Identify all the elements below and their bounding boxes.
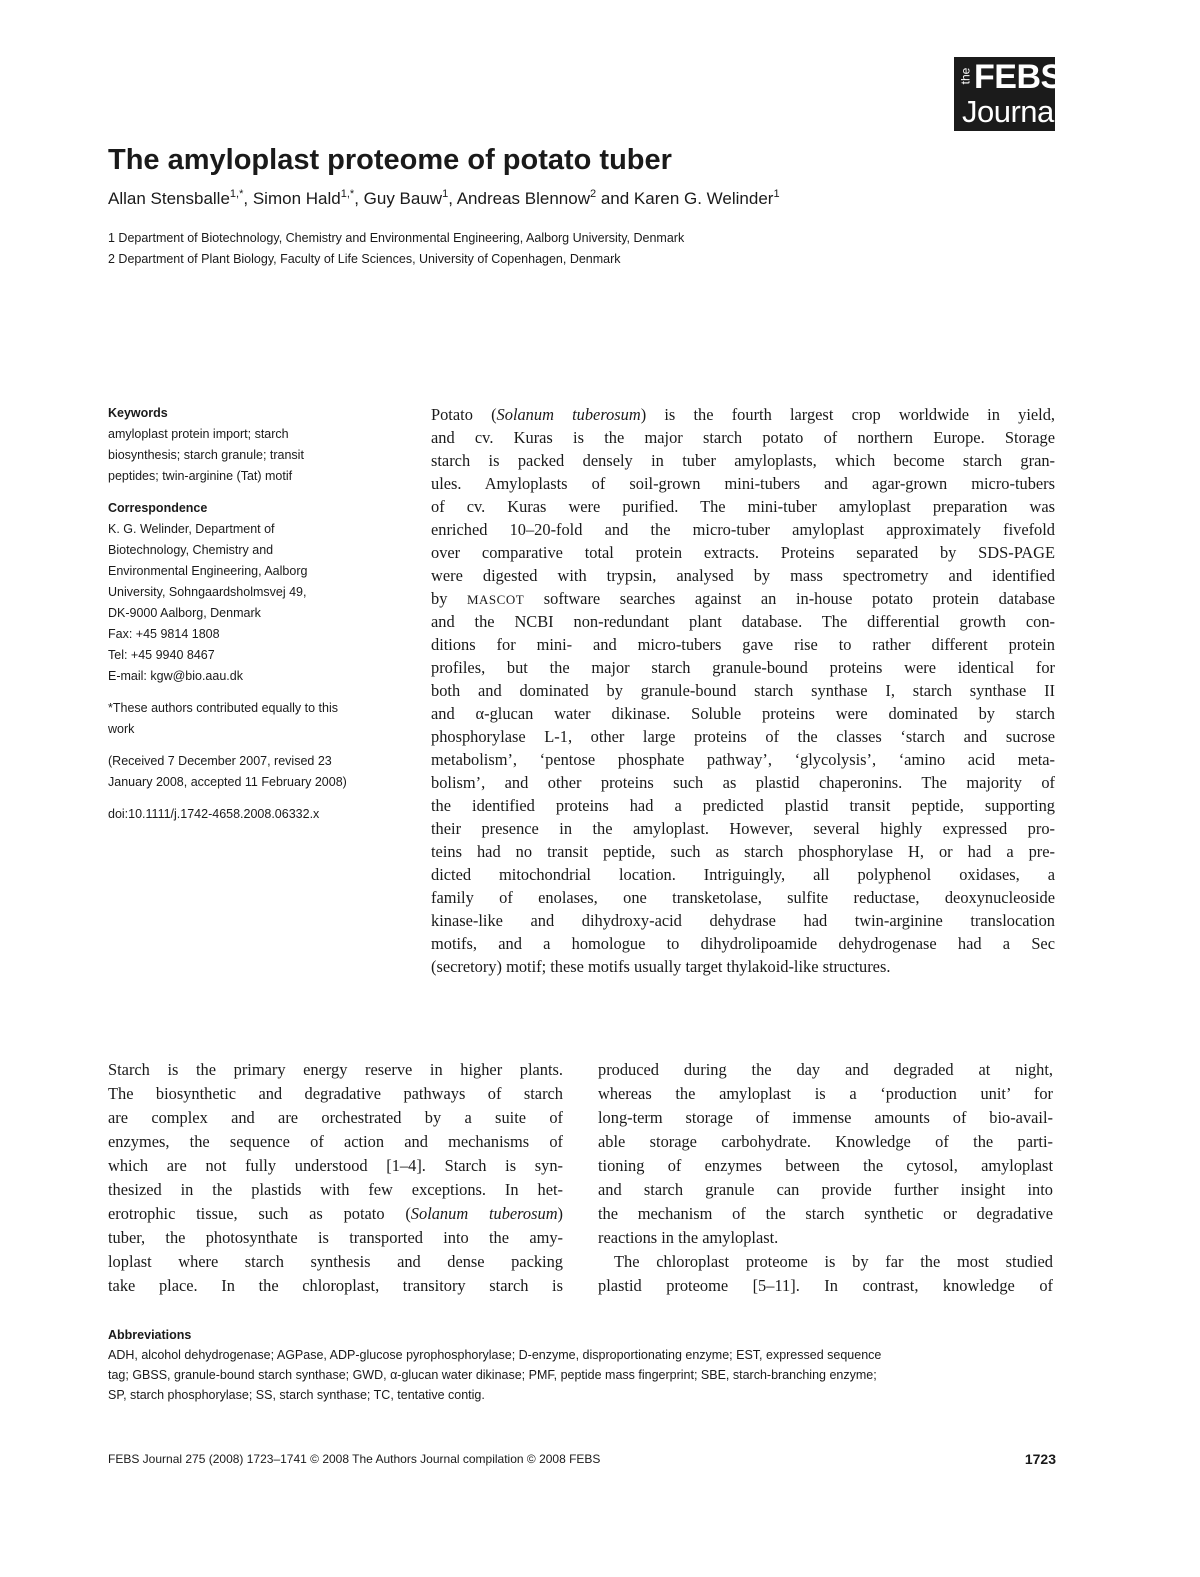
doi-link[interactable]: doi:10.1111/j.1742-4658.2008.06332.x	[108, 807, 320, 821]
body-text-line: Starch is the primary energy reserve in higher plants.	[108, 1060, 563, 1079]
author-affiliation-mark: 2	[589, 188, 597, 200]
abstract-line: starch is packed densely in tuber amyloplasts, which become starch gran-	[431, 451, 1055, 470]
body-text-line: whereas the amyloplast is a ‘production unit’ for	[598, 1084, 1053, 1103]
correspondence-line: K. G. Welinder, Department of	[108, 522, 275, 536]
body-text-line: loplast where starch synthesis and dense packing	[108, 1252, 563, 1271]
abbreviations-line: SP, starch phosphorylase; SS, starch synthase; TC, tentative contig.	[108, 1388, 485, 1402]
body-column-right	[598, 1058, 1053, 1298]
doi-block	[108, 804, 408, 825]
author-name: Simon Hald	[252, 189, 341, 208]
abstract-line: by MASCOT software searches against an in-house potato protein database	[431, 589, 1055, 608]
body-text-line: able storage carbohydrate. Knowledge of the parti-	[598, 1132, 1053, 1151]
abstract-line: over comparative total protein extracts. Proteins separated by SDS-PAGE	[431, 543, 1055, 562]
body-text-line: and starch granule can provide further insight into	[598, 1180, 1053, 1199]
abbreviations-heading: Abbreviations	[108, 1328, 192, 1342]
abstract	[431, 403, 1055, 978]
abstract-line: both and dominated by granule-bound starch synthase I, starch synthase II	[431, 681, 1055, 700]
body-text-line: reactions in the amyloplast.	[598, 1228, 779, 1247]
abstract-line: ditions for mini- and micro-tubers gave rise to rather different protein	[431, 635, 1055, 654]
article-title: The amyloplast proteome of potato tuber	[108, 144, 672, 176]
author-affiliation-mark: 1,*	[229, 188, 244, 200]
body-text-line: are complex and are orchestrated by a suite of	[108, 1108, 563, 1127]
abbreviations-block	[108, 1325, 1056, 1405]
abstract-line: the identified proteins had a predicted plastid transit peptide, supporting	[431, 796, 1055, 815]
author-affiliation-mark: 1	[773, 188, 780, 200]
keywords-block	[108, 403, 408, 487]
abstract-line: of cv. Kuras were purified. The mini-tuber amyloplast preparation was	[431, 497, 1055, 516]
author-affiliation-mark: 1	[442, 188, 449, 200]
journal-citation: FEBS Journal 275 (2008) 1723–1741 © 2008 The Authors Journal compilation © 2008 FEBS	[108, 1452, 601, 1466]
author-list: Allan Stensballe$^{1,*}$, Simon Hald$^{1,*}$, Guy Bauw$^1$, Andreas Blennow$^2$ and Karen G. Welinder$^1$	[108, 188, 780, 208]
abstract-line: their presence in the amyloplast. However, several highly expressed pro-	[431, 819, 1055, 838]
article-sidebar	[108, 403, 408, 836]
abstract-line: family of enolases, one transketolase, sulfite reductase, deoxynucleoside	[431, 888, 1055, 907]
correspondence-line: University, Sohngaardsholmsvej 49,	[108, 585, 307, 599]
logo-journal: Journal	[962, 94, 1061, 129]
keywords-heading: Keywords	[108, 406, 168, 420]
correspondence-line: Biotechnology, Chemistry and	[108, 543, 274, 557]
fax-line: Fax: +45 9814 1808	[108, 627, 220, 641]
body-text-line: long-term storage of immense amounts of bio-avail-	[598, 1108, 1053, 1127]
keywords-line: biosynthesis; starch granule; transit	[108, 448, 304, 462]
author-name: Guy Bauw	[363, 189, 443, 208]
page-number: 1723	[1024, 1451, 1056, 1467]
author-name: Andreas Blennow	[456, 189, 590, 208]
abstract-line: enriched 10–20-fold and the micro-tuber amyloplast approximately fivefold	[431, 520, 1055, 539]
correspondence-line: DK-9000 Aalborg, Denmark	[108, 606, 261, 620]
abstract-line: bolism’, and other proteins such as plastid chaperonins. The majority of	[431, 773, 1055, 792]
equal-contribution-note: *These authors contributed equally to this work	[108, 701, 338, 736]
abstract-line: ules. Amyloplasts of soil-grown mini-tubers and agar-grown micro-tubers	[431, 474, 1055, 493]
abstract-line: motifs, and a homologue to dihydrolipoamide dehydrogenase had a Sec	[431, 934, 1055, 953]
received-dates: (Received 7 December 2007, revised 23 January 2008, accepted 11 February 2008)	[108, 754, 347, 789]
abstract-line: metabolism’, ‘pentose phosphate pathway’, ‘glycolysis’, ‘amino acid meta-	[431, 750, 1055, 769]
abstract-line: profiles, but the major starch granule-bound proteins were identical for	[431, 658, 1055, 677]
keywords-line: amyloplast protein import; starch	[108, 427, 289, 441]
logo-febs: FEBS	[974, 58, 1063, 96]
abstract-line: dicted mitochondrial location. Intriguingly, all polyphenol oxidases, a	[431, 865, 1055, 884]
body-text-line: thesized in the plastids with few exceptions. In het-	[108, 1180, 563, 1199]
journal-logo	[954, 57, 1063, 131]
abstract-line: (secretory) motif; these motifs usually target thylakoid-like structures.	[431, 957, 891, 976]
keywords-line: peptides; twin-arginine (Tat) motif	[108, 469, 293, 483]
affiliation-1: 1 Department of Biotechnology, Chemistry and Environmental Engineering, Aalborg University, Denmark	[108, 231, 685, 245]
correspondence-heading: Correspondence	[108, 501, 208, 515]
body-column-left	[108, 1058, 563, 1298]
abstract-line: and the NCBI non-redundant plant database. The differential growth con-	[431, 612, 1055, 631]
correspondence-line: Environmental Engineering, Aalborg	[108, 564, 308, 578]
body-text-line: tioning of enzymes between the cytosol, amyloplast	[598, 1156, 1053, 1175]
email-line[interactable]: E-mail: kgw@bio.aau.dk	[108, 669, 243, 683]
body-text-line: The chloroplast proteome is by far the most studied	[614, 1252, 1053, 1271]
author-affiliation-mark: 1,*	[340, 188, 355, 200]
affiliations	[108, 228, 684, 270]
affiliation-2: 2 Department of Plant Biology, Faculty of Life Sciences, University of Copenhagen, Denmark	[108, 252, 621, 266]
abstract-line: phosphorylase L-1, other large proteins of the classes ‘starch and sucrose	[431, 727, 1055, 746]
abbreviations-line: tag; GBSS, granule-bound starch synthase; GWD, α-glucan water dikinase; PMF, peptide mass fingerprint; SBE, starch-branching enzyme;	[108, 1368, 877, 1382]
body-text-line: plastid proteome [5–11]. In contrast, knowledge of	[598, 1276, 1053, 1295]
abstract-line: teins had no transit peptide, such as starch phosphorylase H, or had a pre-	[431, 842, 1055, 861]
body-text-line: tuber, the photosynthate is transported into the amy-	[108, 1228, 563, 1247]
abbreviations-line: ADH, alcohol dehydrogenase; AGPase, ADP-glucose pyrophosphorylase; D-enzyme, disproportionating enzyme; EST, expressed sequence	[108, 1348, 882, 1362]
correspondence-block	[108, 498, 408, 687]
abstract-line: were digested with trypsin, analysed by mass spectrometry and identified	[431, 566, 1055, 585]
abstract-line: and α-glucan water dikinase. Soluble proteins were dominated by starch	[431, 704, 1055, 723]
body-text-line: The biosynthetic and degradative pathways of starch	[108, 1084, 563, 1103]
abstract-line: Potato (Solanum tuberosum) is the fourth largest crop worldwide in yield,	[431, 405, 1055, 424]
body-text-line: erotrophic tissue, such as potato (Solanum tuberosum)	[108, 1204, 564, 1223]
author-name: Allan Stensballe	[108, 189, 230, 208]
body-text-line: take place. In the chloroplast, transitory starch is	[108, 1276, 563, 1295]
tel-line: Tel: +45 9940 8467	[108, 648, 215, 662]
body-text-line: the mechanism of the starch synthetic or degradative	[598, 1204, 1053, 1223]
body-text-line: produced during the day and degraded at night,	[598, 1060, 1053, 1079]
author-name: Karen G. Welinder	[633, 189, 774, 208]
abstract-line: and cv. Kuras is the major starch potato of northern Europe. Storage	[431, 428, 1055, 447]
body-text-line: which are not fully understood [1–4]. Starch is syn-	[108, 1156, 563, 1175]
body-text-line: enzymes, the sequence of action and mechanisms of	[108, 1132, 563, 1151]
logo-the: the	[958, 67, 972, 85]
abstract-line: kinase-like and dihydroxy-acid dehydrase had twin-arginine translocation	[431, 911, 1055, 930]
